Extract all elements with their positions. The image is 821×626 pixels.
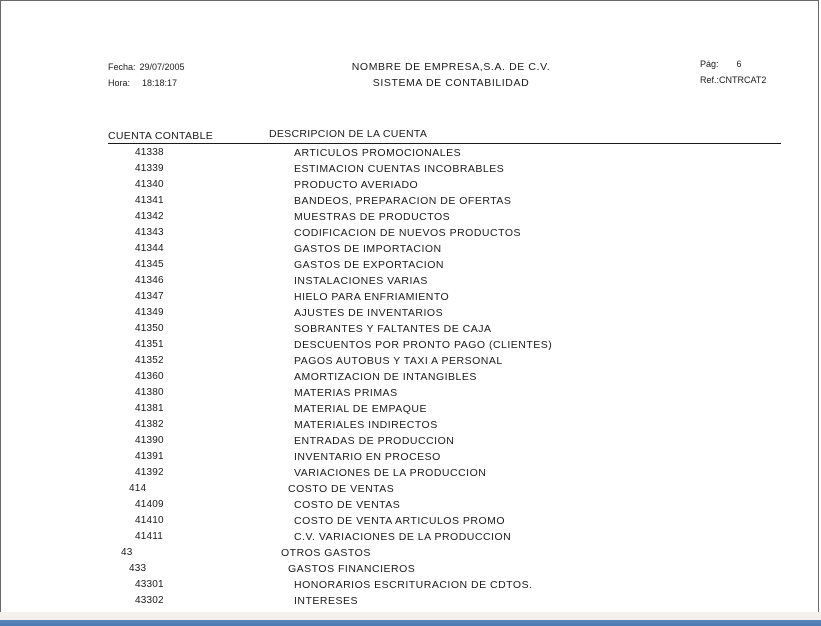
account-row — [1, 465, 820, 481]
account-number: 41347 — [135, 291, 164, 302]
account-number: 41343 — [135, 227, 164, 238]
account-description: INSTALACIONES VARIAS — [294, 275, 428, 287]
account-description: OTROS GASTOS — [281, 547, 371, 559]
column-header-description: DESCRIPCION DE LA CUENTA — [269, 128, 428, 140]
account-row — [1, 401, 820, 417]
account-row — [1, 353, 820, 369]
page-number: 6 — [736, 59, 742, 69]
account-description: COSTO DE VENTAS — [294, 499, 401, 511]
account-row — [1, 529, 820, 545]
account-row — [1, 161, 820, 177]
account-row — [1, 209, 820, 225]
account-row — [1, 577, 820, 593]
account-row — [1, 305, 820, 321]
company-name: NOMBRE DE EMPRESA,S.A. DE C.V. — [351, 61, 551, 73]
account-number: 41338 — [135, 147, 164, 158]
account-description: GASTOS FINANCIEROS — [288, 563, 416, 575]
report-reference: Ref.:CNTRCAT2 — [700, 75, 767, 85]
page-label: Pág: — [700, 59, 719, 69]
report-title-block — [301, 59, 601, 91]
account-row — [1, 321, 820, 337]
account-number: 41342 — [135, 211, 164, 222]
account-number: 41349 — [135, 307, 164, 318]
account-description: MATERIAS PRIMAS — [294, 387, 398, 399]
account-number: 43 — [121, 547, 133, 558]
account-description: MATERIAL DE EMPAQUE — [294, 403, 427, 415]
account-description: SOBRANTES Y FALTANTES DE CAJA — [294, 323, 492, 335]
account-number: 41351 — [135, 339, 164, 350]
account-description: INTERESES — [294, 595, 359, 607]
account-number: 433 — [129, 563, 147, 574]
account-number: 41382 — [135, 419, 164, 430]
account-row — [1, 433, 820, 449]
account-description: GASTOS DE EXPORTACION — [294, 259, 444, 271]
account-row — [1, 385, 820, 401]
account-number: 41340 — [135, 179, 164, 190]
account-number: 414 — [129, 483, 147, 494]
account-row — [1, 545, 820, 561]
column-header-account: CUENTA CONTABLE — [108, 130, 214, 142]
account-description: CODIFICACION DE NUEVOS PRODUCTOS — [294, 227, 521, 239]
time-line — [108, 75, 185, 91]
account-number: 43302 — [135, 595, 164, 606]
account-row — [1, 337, 820, 353]
account-row — [1, 193, 820, 209]
account-description: HONORARIOS ESCRITURACION DE CDTOS. — [294, 579, 533, 591]
account-number: 41339 — [135, 163, 164, 174]
account-row — [1, 145, 820, 161]
account-number: 41409 — [135, 499, 164, 510]
report-meta-left — [108, 59, 185, 91]
header-divider — [108, 143, 781, 144]
page-line — [700, 56, 766, 72]
account-number: 41390 — [135, 435, 164, 446]
account-description: MATERIALES INDIRECTOS — [294, 419, 438, 431]
account-number: 41380 — [135, 387, 164, 398]
report-meta-right — [700, 56, 766, 88]
account-description: ESTIMACION CUENTAS INCOBRABLES — [294, 163, 505, 175]
date-value: 29/07/2005 — [139, 62, 185, 72]
account-description: DESCUENTOS POR PRONTO PAGO (CLIENTES) — [294, 339, 553, 351]
account-number: 41392 — [135, 467, 164, 478]
account-description: HIELO PARA ENFRIAMIENTO — [294, 291, 450, 303]
account-row — [1, 561, 820, 577]
account-description: AMORTIZACION DE INTANGIBLES — [294, 371, 477, 383]
account-number: 41381 — [135, 403, 164, 414]
account-number: 41341 — [135, 195, 164, 206]
time-label: Hora: — [108, 78, 131, 88]
account-number: 41410 — [135, 515, 164, 526]
account-number: 41346 — [135, 275, 164, 286]
window-bottom-bar — [0, 612, 821, 626]
account-description: AJUSTES DE INVENTARIOS — [294, 307, 444, 319]
account-description: MUESTRAS DE PRODUCTOS — [294, 211, 451, 223]
account-description: PRODUCTO AVERIADO — [294, 179, 419, 191]
account-list — [1, 145, 820, 609]
account-row — [1, 369, 820, 385]
account-row — [1, 289, 820, 305]
account-number: 41344 — [135, 243, 164, 254]
account-row — [1, 497, 820, 513]
date-line — [108, 59, 185, 75]
account-description: PAGOS AUTOBUS Y TAXI A PERSONAL — [294, 355, 503, 367]
system-name: SISTEMA DE CONTABILIDAD — [372, 77, 530, 89]
account-number: 41345 — [135, 259, 164, 270]
account-row — [1, 177, 820, 193]
account-description: ARTICULOS PROMOCIONALES — [294, 147, 462, 159]
account-description: ENTRADAS DE PRODUCCION — [294, 435, 455, 447]
account-number: 41360 — [135, 371, 164, 382]
time-value: 18:18:17 — [142, 78, 178, 88]
date-label: Fecha: — [108, 62, 136, 72]
account-description: BANDEOS, PREPARACION DE OFERTAS — [294, 195, 512, 207]
account-row — [1, 449, 820, 465]
account-description: GASTOS DE IMPORTACION — [294, 243, 442, 255]
account-description: C.V. VARIACIONES DE LA PRODUCCION — [294, 531, 512, 543]
account-number: 41352 — [135, 355, 164, 366]
account-row — [1, 241, 820, 257]
account-description: VARIACIONES DE LA PRODUCCION — [294, 467, 487, 479]
account-row — [1, 593, 820, 609]
account-row — [1, 481, 820, 497]
account-number: 41350 — [135, 323, 164, 334]
account-description: COSTO DE VENTAS — [288, 483, 395, 495]
account-description: COSTO DE VENTA ARTICULOS PROMO — [294, 515, 506, 527]
account-number: 41391 — [135, 451, 164, 462]
account-row — [1, 257, 820, 273]
account-number: 41411 — [135, 531, 164, 542]
account-row — [1, 225, 820, 241]
account-row — [1, 273, 820, 289]
account-row — [1, 417, 820, 433]
account-description: INVENTARIO EN PROCESO — [294, 451, 441, 463]
account-number: 43301 — [135, 579, 164, 590]
account-row — [1, 513, 820, 529]
